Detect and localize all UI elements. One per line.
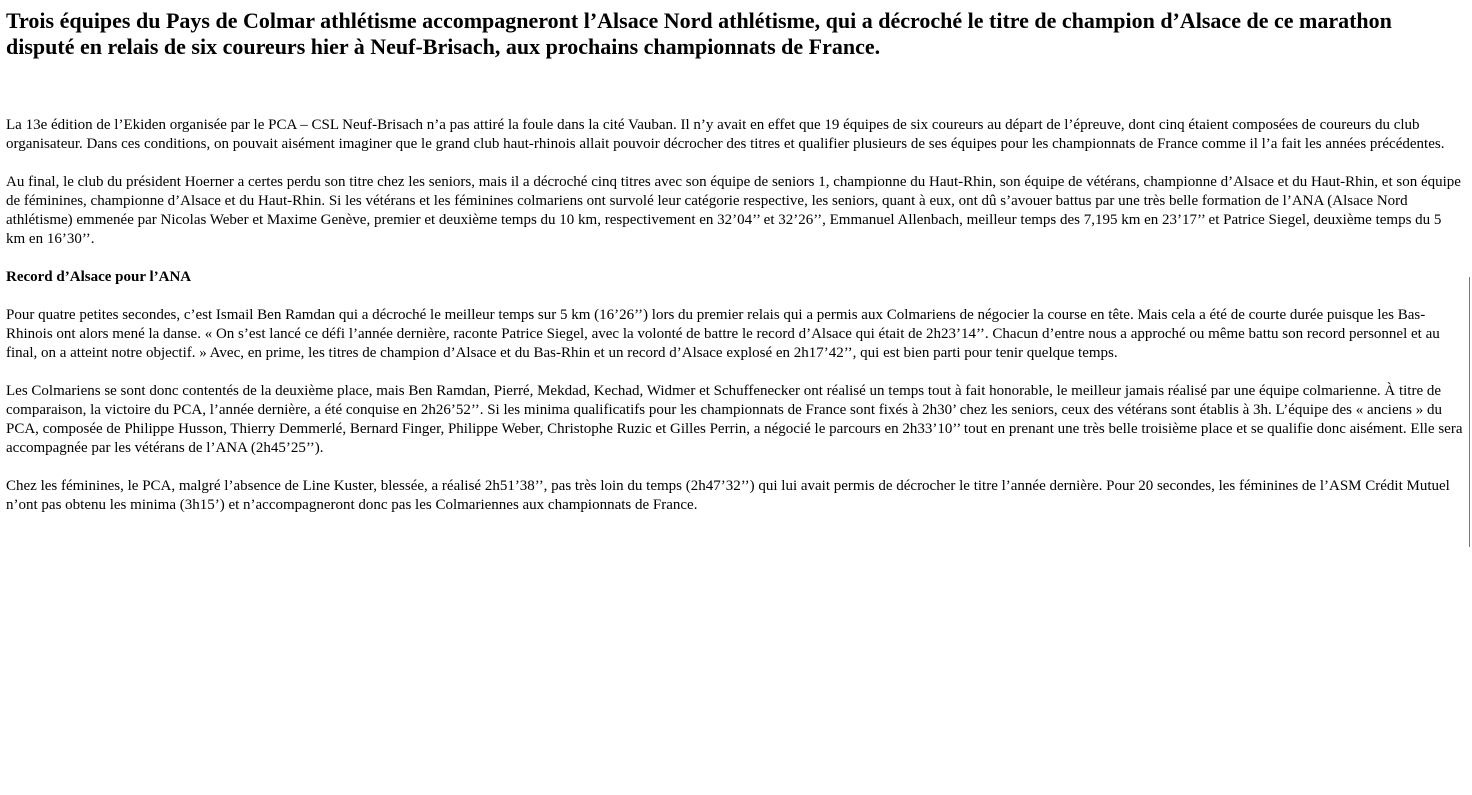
- article-paragraph: Chez les féminines, le PCA, malgré l’absence de Line Kuster, blessée, a réalisé 2h51’38’’, pas très loin du temps (2h47’32’’) qui lui avait permis de décrocher le titre l’année dernière. Pour 20 secondes, les féminines de l’ASM Crédit Mutuel n’ont pas obtenu les minima (3h15’) et n’accompagneront donc pas les Colmariennes aux championnats de France.: [6, 478, 1450, 513]
- article-paragraph: Pour quatre petites secondes, c’est Ismail Ben Ramdan qui a décroché le meilleur temps sur 5 km (16’26’’) lors du premier relais qui a permis aux Colmariens de négocier la course en tête. Mais cela a été de courte durée puisque les Bas-Rhinois ont alors mené la danse. « On s’est lancé ce défi l’année dernière, raconte Patrice Siegel, avec la volonté de battre le record d’Alsace qui était de 2h23’14’’. Chacun d’entre nous a approché ou même battu son record personnel et au final, on a atteint notre objectif. » Avec, en prime, les titres de champion d’Alsace et du Bas-Rhin et un record d’Alsace explosé en 2h17’42’’, qui est bien parti pour tenir quelque temps.: [6, 307, 1440, 361]
- article-subheading: Record d’Alsace pour l’ANA: [6, 269, 192, 285]
- article-headline: Trois équipes du Pays de Colmar athlétisme accompagneront l’Alsace Nord athlétisme, qui a décroché le titre de champion d’Alsace de ce marathon disputé en relais de six coureurs hier à Neuf-Brisach, aux prochains championnats de France.: [6, 8, 1392, 59]
- article: [6, 8, 1464, 534]
- article-paragraph: Au final, le club du président Hoerner a certes perdu son titre chez les seniors, mais il a décroché cinq titres avec son équipe de seniors 1, championne du Haut-Rhin, son équipe de vétérans, championne d’Alsace et du Haut-Rhin, et son équipe de féminines, championne d’Alsace et du Haut-Rhin. Si les vétérans et les féminines colmariens ont survolé leur catégorie respective, les seniors, quant à eux, ont dû s’avouer battus par une très belle formation de l’ANA (Alsace Nord athlétisme) emmenée par Nicolas Weber et Maxime Genève, premier et deuxième temps du 10 km, respectivement en 32’04’’ et 32’26’’, Emmanuel Allenbach, meilleur temps des 7,195 km en 23’17’’ et Patrice Siegel, deuxième temps du 5 km en 16’30’’.: [6, 174, 1461, 247]
- headline-spacer: [6, 60, 1464, 116]
- article-paragraph: La 13e édition de l’Ekiden organisée par le PCA – CSL Neuf-Brisach n’a pas attiré la foule dans la cité Vauban. Il n’y avait en effet que 19 équipes de six coureurs au départ de l’épreuve, dont cinq étaient composées de coureurs du club organisateur. Dans ces conditions, on pouvait aisément imaginer que le grand club haut-rhinois allait pouvoir décrocher des titres et qualifier plusieurs de ses équipes pour les championnats de France comme il l’a fait les années précédentes.: [6, 117, 1445, 152]
- scrollbar-edge[interactable]: [1469, 277, 1470, 547]
- article-paragraph: Les Colmariens se sont donc contentés de la deuxième place, mais Ben Ramdan, Pierré, Mekdad, Kechad, Widmer et Schuffenecker ont réalisé un temps tout à fait honorable, le meilleur jamais réalisé par une équipe colmarienne. À titre de comparaison, la victoire du PCA, l’année dernière, a été conquise en 2h26’52’’. Si les minima qualificatifs pour les championnats de France sont fixés à 2h30’ chez les seniors, ceux des vétérans sont établis à 3h. L’équipe des « anciens » du PCA, composée de Philippe Husson, Thierry Demmerlé, Bernard Finger, Philippe Weber, Christophe Ruzic et Gilles Perrin, a négocié le parcours en 2h33’10’’ tout en prenant une très belle troisième place et se qualifie donc aisément. Elle sera accompagnée par les vétérans de l’ANA (2h45’25’’).: [6, 383, 1463, 456]
